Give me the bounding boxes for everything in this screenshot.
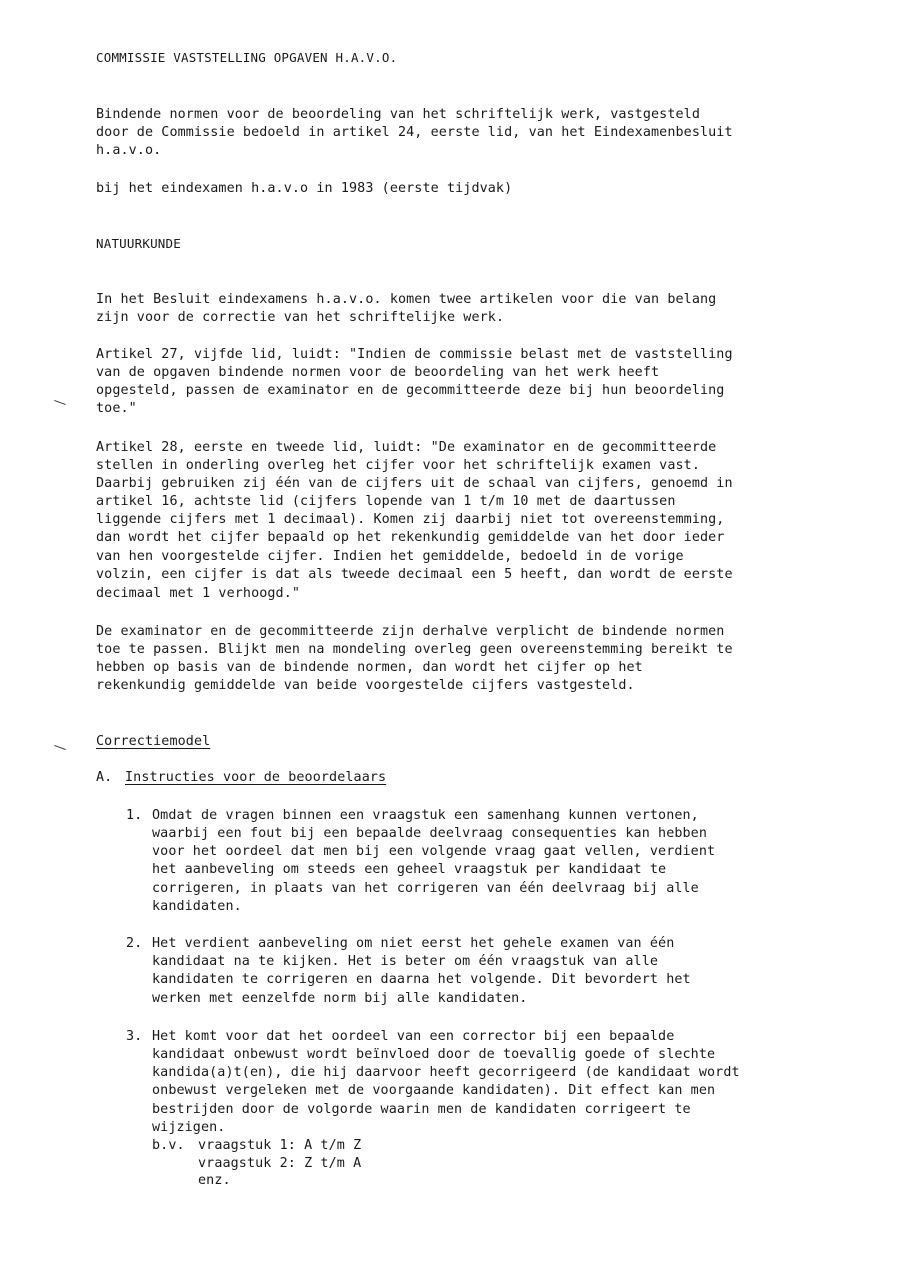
paragraph-line: Daarbij gebruiken zij één van de cijfers uit de schaal van cijfers, genoemd in — [96, 476, 733, 491]
example-line: vraagstuk 2: Z t/m A — [198, 1156, 362, 1171]
item-line: onbewust vergeleken met de voorgaande kandidaten). Dit effect kan men — [152, 1083, 716, 1098]
item-line: kandida(a)t(en), die hij daarvoor heeft gecorrigeerd (de kandidaat wordt — [152, 1065, 740, 1080]
example-line: vraagstuk 1: A t/m Z — [198, 1138, 362, 1153]
document-header: COMMISSIE VASTSTELLING OPGAVEN H.A.V.O. — [96, 50, 398, 65]
paragraph-line: Artikel 28, eerste en tweede lid, luidt: "De examinator en de gecommitteerde — [96, 440, 717, 455]
subsection-letter: A. — [96, 770, 113, 785]
example-prefix: b.v. — [152, 1138, 185, 1153]
paragraph-line: van hen voorgestelde cijfer. Indien het gemiddelde, bedoeld in de vorige — [96, 549, 684, 564]
margin-mark — [54, 745, 66, 750]
paragraph-line: volzin, een cijfer is dat als tweede decimaal een 5 heeft, dan wordt de eerste — [96, 567, 733, 582]
item-line: corrigeren, in plaats van het corrigeren van één deelvraag bij alle — [152, 881, 699, 896]
item-number: 1. — [126, 808, 143, 823]
paragraph-line: liggende cijfers met 1 decimaal). Komen zij daarbij niet tot overeenstemming, — [96, 512, 725, 527]
item-line: wijzigen. — [152, 1120, 226, 1135]
item-number: 2. — [126, 936, 143, 951]
paragraph-line: zijn voor de correctie van het schriftelijke werk. — [96, 310, 505, 325]
paragraph-line: rekenkundig gemiddelde van beide voorgestelde cijfers vastgesteld. — [96, 678, 635, 693]
paragraph-line: In het Besluit eindexamens h.a.v.o. komen twee artikelen voor die van belang — [96, 292, 717, 307]
item-line: kandidaat na te kijken. Het is beter om één vraagstuk van alle — [152, 954, 659, 969]
item-line: voor het oordeel dat men bij een volgende vraag gaat vellen, verdient — [152, 844, 716, 859]
item-number: 3. — [126, 1029, 143, 1044]
paragraph-line: toe." — [96, 401, 137, 416]
item-line: kandidaten te corrigeren en daarna het volgende. Dit bevordert het — [152, 972, 691, 987]
intro-line: h.a.v.o. — [96, 143, 162, 158]
intro-line: door de Commissie bedoeld in artikel 24, eerste lid, van het Eindexamenbesluit — [96, 125, 733, 140]
paragraph-line: hebben op basis van de bindende normen, dan wordt het cijfer op het — [96, 660, 643, 675]
paragraph-line: decimaal met 1 verhoogd." — [96, 586, 301, 601]
item-line: kandidaten. — [152, 899, 242, 914]
paragraph-line: artikel 16, achtste lid (cijfers lopende van 1 t/m 10 met de daartussen — [96, 494, 676, 509]
item-line: Omdat de vragen binnen een vraagstuk een samenhang kunnen vertonen, — [152, 808, 699, 823]
section-title: Correctiemodel — [96, 734, 211, 749]
paragraph-line: van de opgaven bindende normen voor de beoordeling van het werk heeft — [96, 365, 660, 380]
margin-mark — [54, 400, 66, 405]
subsection-title: Instructies voor de beoordelaars — [125, 770, 387, 785]
paragraph-line: opgesteld, passen de examinator en de gecommitteerde deze bij hun beoordeling — [96, 383, 725, 398]
item-line: kandidaat onbewust wordt beïnvloed door de toevallig goede of slechte — [152, 1047, 716, 1062]
paragraph-line: stellen in onderling overleg het cijfer voor het schriftelijk examen vast. — [96, 458, 700, 473]
intro-line: Bindende normen voor de beoordeling van het schriftelijk werk, vastgesteld — [96, 107, 700, 122]
item-line: werken met eenzelfde norm bij alle kandidaten. — [152, 991, 528, 1006]
item-line: Het komt voor dat het oordeel van een corrector bij een bepaalde — [152, 1029, 675, 1044]
item-line: waarbij een fout bij een bepaalde deelvraag consequenties kan hebben — [152, 826, 708, 841]
subject-heading: NATUURKUNDE — [96, 236, 181, 251]
paragraph-line: Artikel 27, vijfde lid, luidt: "Indien de commissie belast met de vaststelling — [96, 347, 733, 362]
item-line: bestrijden door de volgorde waarin men de kandidaten corrigeert te — [152, 1102, 691, 1117]
paragraph-line: toe te passen. Blijkt men na mondeling overleg geen overeenstemming bereikt te — [96, 642, 733, 657]
paragraph-line: De examinator en de gecommitteerde zijn derhalve verplicht de bindende normen — [96, 624, 725, 639]
exam-line: bij het eindexamen h.a.v.o in 1983 (eerste tijdvak) — [96, 181, 513, 196]
item-line: het aanbeveling om steeds een geheel vraagstuk per kandidaat te — [152, 862, 667, 877]
item-line: Het verdient aanbeveling om niet eerst het gehele examen van één — [152, 936, 675, 951]
paragraph-line: dan wordt het cijfer bepaald op het rekenkundig gemiddelde van het door ieder — [96, 530, 725, 545]
example-line: enz. — [198, 1173, 231, 1188]
